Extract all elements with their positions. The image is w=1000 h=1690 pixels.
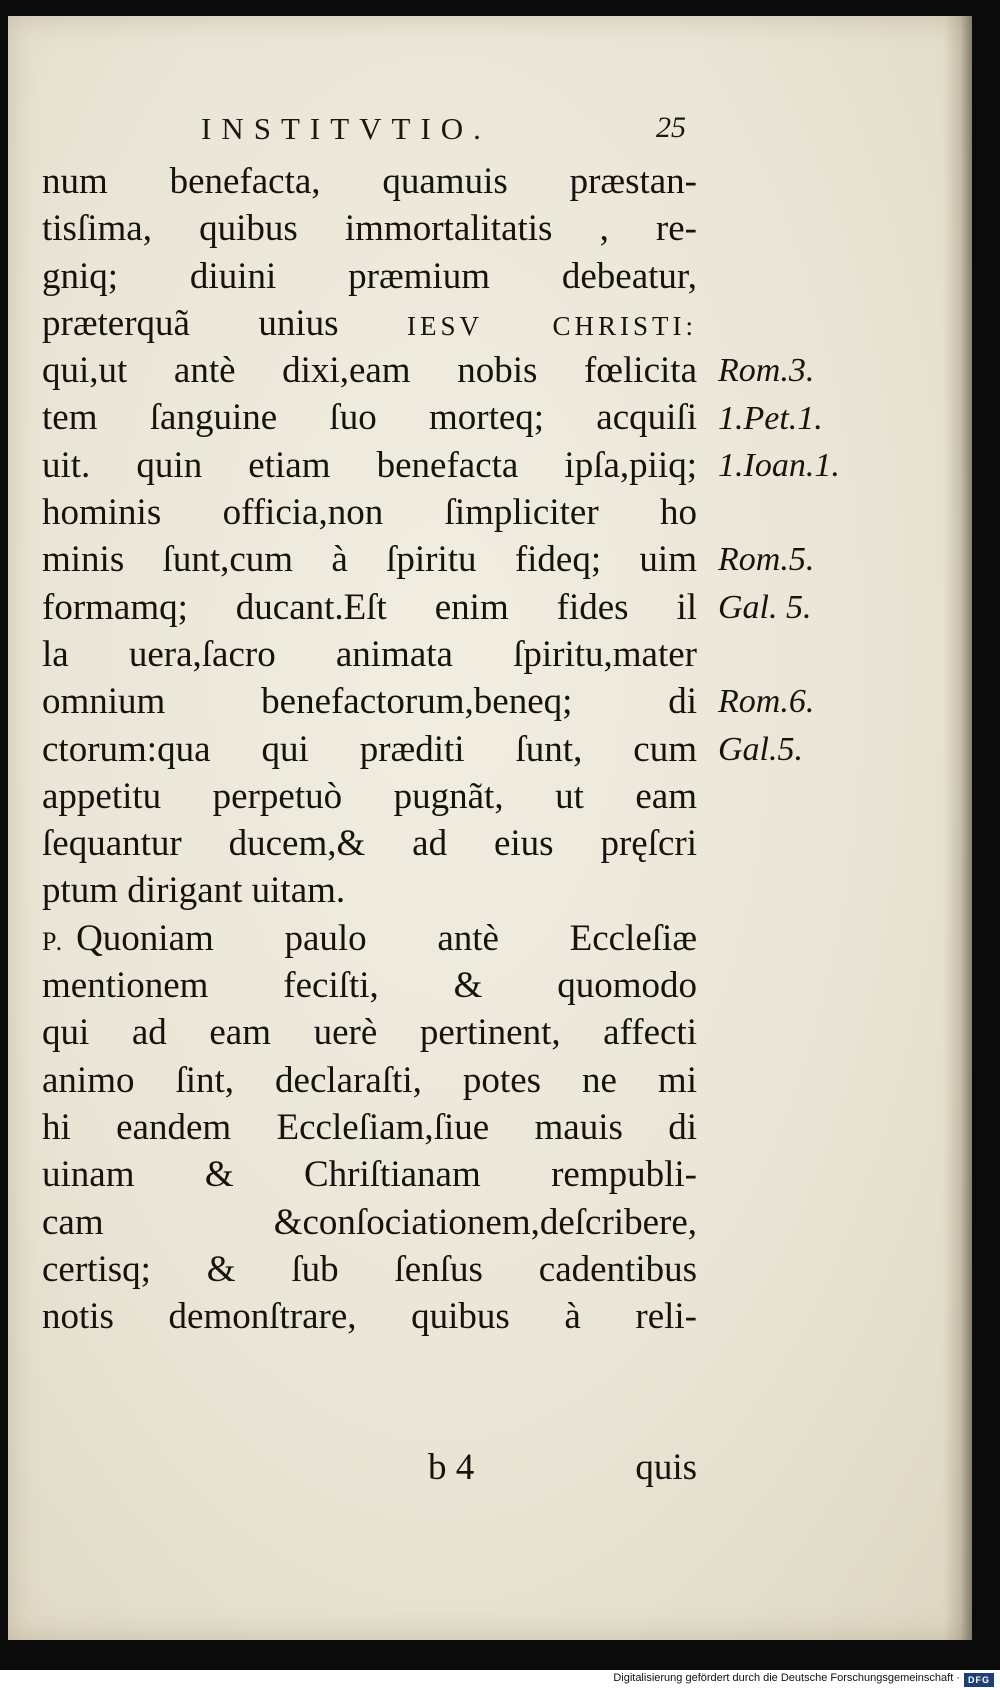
line-text: præterquã unius xyxy=(42,302,408,344)
text-line xyxy=(42,300,697,347)
line-text: omnium benefactorum,beneq; di xyxy=(42,681,697,723)
line-text: minis ſunt,cum à ſpiritu fideq; uim xyxy=(42,539,697,581)
line-text: la uera,ſacro animata ſpiritu,mater xyxy=(42,633,697,675)
text-line xyxy=(42,158,697,205)
line-text: Quoniam paulo antè Eccleſiæ xyxy=(76,917,697,959)
text-line xyxy=(42,915,697,962)
text-line xyxy=(42,1293,697,1340)
text-line xyxy=(42,631,697,678)
line-text: cam &conſociationem,deſcribere, xyxy=(42,1201,697,1243)
text-line xyxy=(42,726,697,773)
line-text: num benefacta, quamuis præstan- xyxy=(42,161,697,202)
speaker-mark: P. xyxy=(42,926,65,956)
running-title: INSTITVTIO. xyxy=(201,111,491,146)
text-line xyxy=(42,1104,697,1151)
line-text: notis demonſtrare, quibus à reli- xyxy=(42,1296,697,1338)
line-text: gniq; diuini præmium debeatur, xyxy=(42,255,697,297)
body-text xyxy=(42,158,697,1488)
margin-note: Rom.6. xyxy=(718,683,815,721)
footer-credit: Digitalisierung gefördert durch die Deutsche Forschungsgemeinschaft · xyxy=(613,1672,960,1684)
catchword: quis xyxy=(635,1447,697,1488)
margin-note: Gal. 5. xyxy=(718,588,812,626)
text-line xyxy=(42,773,697,820)
margin-note: Rom.3. xyxy=(718,352,815,390)
line-text: appetitu perpetuò pugnãt, ut eam xyxy=(42,775,697,817)
text-line xyxy=(42,584,697,631)
text-line xyxy=(42,1246,697,1293)
line-text: hi eandem Eccleſiam,ſiue mauis di xyxy=(42,1106,697,1148)
signature-mark: b 4 xyxy=(428,1447,475,1488)
book-page xyxy=(8,16,972,1640)
text-line xyxy=(42,536,697,583)
text-line xyxy=(42,1057,697,1104)
margin-note: Rom.5. xyxy=(718,541,815,579)
running-head xyxy=(8,111,972,151)
margin-note: 1.Pet.1. xyxy=(718,399,823,437)
text-line xyxy=(42,253,697,300)
text-line xyxy=(42,1151,697,1198)
text-line xyxy=(42,205,697,252)
line-text: tisſima, quibus immortalitatis , re- xyxy=(42,208,697,250)
digitization-footer xyxy=(0,1670,1000,1690)
line-text: tem ſanguine ſuo morteq; acquiſi xyxy=(42,397,697,439)
text-line xyxy=(42,1199,697,1246)
line-text: mentionem feciſti, & quomodo xyxy=(42,965,697,1007)
line-text: hominis officia,non ſimpliciter ho xyxy=(42,492,697,534)
line-text: uinam & Chriſtianam rempubli- xyxy=(42,1154,697,1196)
dfg-logo: DFG xyxy=(964,1673,994,1687)
margin-note: 1.Ioan.1. xyxy=(718,446,840,484)
text-line xyxy=(42,867,697,914)
text-line xyxy=(42,1009,697,1056)
line-text: uit. quin etiam benefacta ipſa,piiq; xyxy=(42,444,697,486)
line-text: certisq; & ſub ſenſus cadentibus xyxy=(42,1248,697,1290)
small-caps-name: IESV CHRISTI: xyxy=(407,310,697,341)
text-line xyxy=(42,820,697,867)
line-text: qui ad eam uerè pertinent, affecti xyxy=(42,1012,697,1054)
gutter-shadow xyxy=(944,16,972,1640)
line-text: ſequantur ducem,& ad eius pręſcri xyxy=(42,823,697,865)
text-line xyxy=(42,678,697,725)
line-text: animo ſint, declaraſti, potes ne mi xyxy=(42,1059,697,1101)
text-line xyxy=(42,347,697,394)
text-line xyxy=(42,489,697,536)
catch-line xyxy=(42,1444,697,1491)
text-line xyxy=(42,442,697,489)
margin-note: Gal.5. xyxy=(718,730,803,768)
text-line xyxy=(42,962,697,1009)
text-line xyxy=(42,394,697,441)
line-text: ctorum:qua qui præditi ſunt, cum xyxy=(42,728,697,770)
line-text: ptum dirigant uitam. xyxy=(42,870,346,912)
line-text: qui,ut antè dixi,eam nobis fœlicita xyxy=(42,350,697,392)
page-number: 25 xyxy=(656,111,686,144)
line-text: formamq; ducant.Eſt enim fides il xyxy=(42,586,697,628)
